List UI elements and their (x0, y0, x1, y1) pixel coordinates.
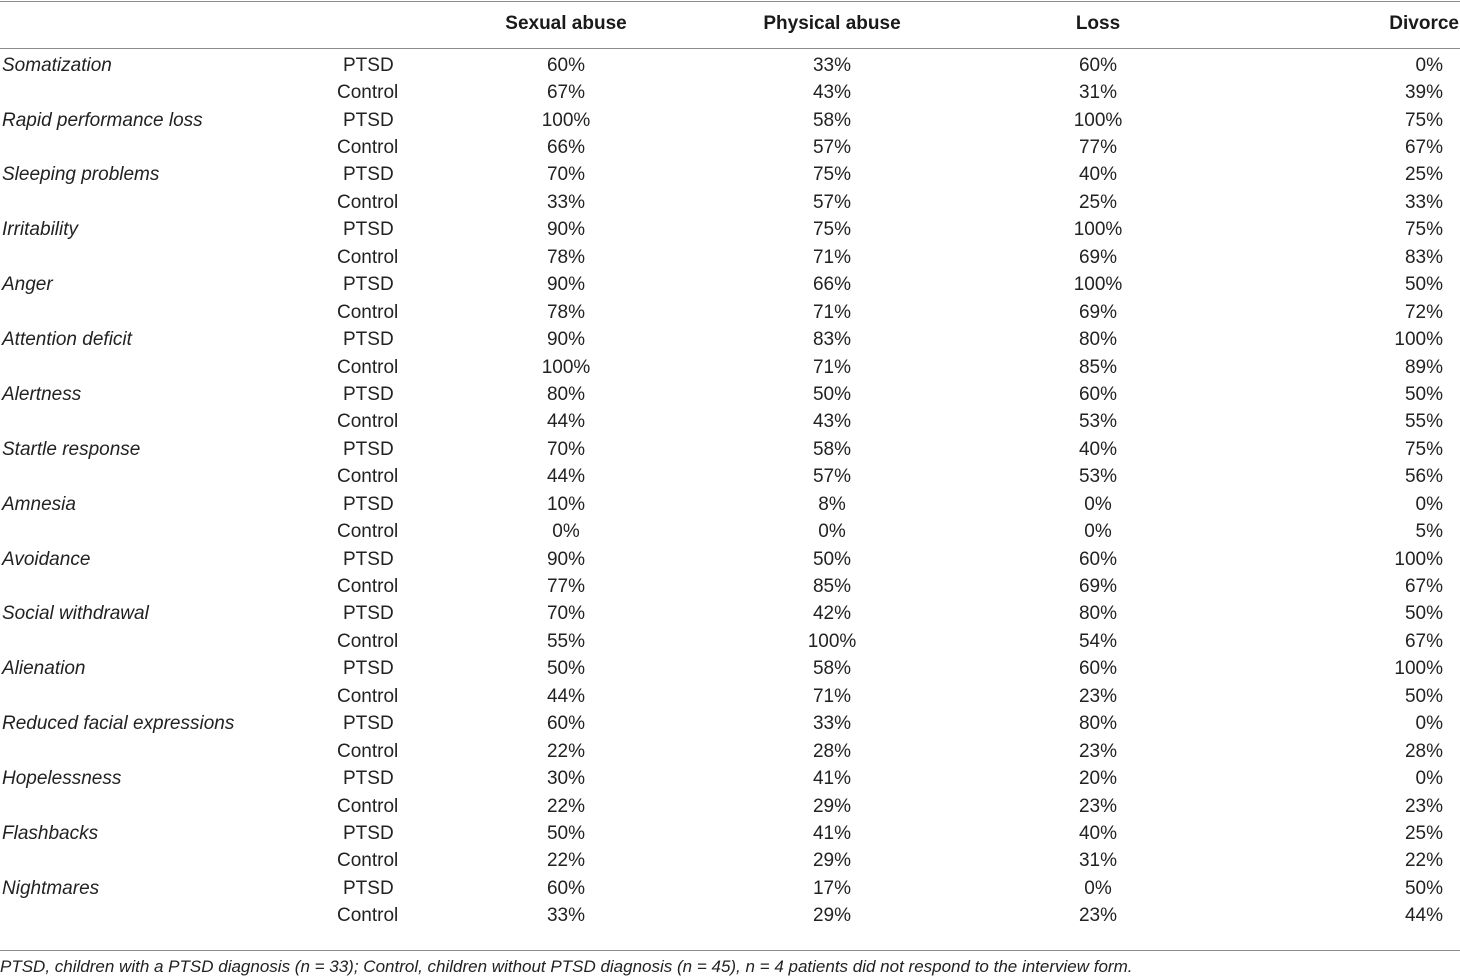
group-cell: Control (337, 82, 399, 104)
value-cell-physical-abuse: 50% (812, 383, 852, 405)
value-cell-divorce: 56% (1404, 466, 1443, 488)
symptom-cell (0, 79, 300, 106)
value-cell-loss: 40% (1078, 438, 1118, 460)
group-cell: PTSD (343, 877, 394, 899)
value-cell-physical-abuse: 100% (807, 630, 857, 652)
table-row (0, 162, 1460, 189)
symptom-cell: Rapid performance loss (2, 109, 203, 131)
value-cell-loss: 80% (1078, 603, 1118, 625)
value-cell-loss: 80% (1078, 713, 1118, 735)
value-cell-divorce: 39% (1404, 82, 1443, 104)
table-row (0, 711, 1460, 738)
symptom-cell (0, 464, 300, 491)
symptom-cell (0, 903, 300, 930)
value-cell-loss: 23% (1078, 740, 1118, 762)
table-bottom-rule (0, 950, 1460, 951)
value-cell-physical-abuse: 71% (812, 356, 852, 378)
value-cell-physical-abuse: 83% (812, 329, 852, 351)
value-cell-sexual-abuse: 50% (546, 658, 586, 680)
value-cell-loss: 69% (1078, 576, 1118, 598)
group-cell: PTSD (343, 768, 394, 790)
table-row (0, 217, 1460, 244)
group-cell: PTSD (343, 548, 394, 570)
value-cell-divorce: 0% (1415, 54, 1443, 76)
table-row (0, 381, 1460, 408)
table-row (0, 546, 1460, 573)
table-row (0, 601, 1460, 628)
table-row (0, 683, 1460, 710)
value-cell-divorce: 55% (1404, 411, 1443, 433)
table-row (0, 354, 1460, 381)
value-cell-physical-abuse: 17% (812, 877, 852, 899)
table-row (0, 656, 1460, 683)
table-row (0, 134, 1460, 161)
value-cell-divorce: 75% (1404, 109, 1443, 131)
value-cell-loss: 100% (1073, 219, 1123, 241)
table-footnote: PTSD, children with a PTSD diagnosis (n = 33); Control, children without PTSD diagnosis (n = 45), n = 4 patients did not respond to the interview form. (0, 957, 1133, 976)
table-row (0, 272, 1460, 299)
value-cell-sexual-abuse: 10% (546, 493, 586, 515)
value-cell-physical-abuse: 29% (812, 795, 852, 817)
value-cell-sexual-abuse: 55% (546, 630, 586, 652)
value-cell-loss: 60% (1078, 54, 1118, 76)
value-cell-loss: 25% (1078, 191, 1118, 213)
value-cell-sexual-abuse: 50% (546, 822, 586, 844)
value-cell-sexual-abuse: 22% (546, 850, 586, 872)
value-cell-sexual-abuse: 22% (546, 740, 586, 762)
table-row (0, 628, 1460, 655)
value-cell-loss: 54% (1078, 630, 1118, 652)
table-row (0, 573, 1460, 600)
value-cell-sexual-abuse: 70% (546, 603, 586, 625)
group-cell: Control (337, 191, 399, 213)
value-cell-physical-abuse: 75% (812, 219, 852, 241)
table-row (0, 299, 1460, 326)
header-symptom (0, 0, 300, 48)
value-cell-divorce: 50% (1404, 877, 1443, 899)
group-cell: PTSD (343, 109, 394, 131)
value-cell-physical-abuse: 33% (812, 713, 852, 735)
value-cell-divorce: 100% (1394, 548, 1443, 570)
symptom-cell (0, 738, 300, 765)
table-row (0, 491, 1460, 518)
table-body (0, 48, 1460, 930)
symptom-cell (0, 189, 300, 216)
value-cell-loss: 60% (1078, 383, 1118, 405)
value-cell-sexual-abuse: 22% (546, 795, 586, 817)
table-row (0, 738, 1460, 765)
symptom-cell: Alienation (2, 658, 86, 680)
value-cell-physical-abuse: 42% (812, 603, 852, 625)
table-row (0, 107, 1460, 134)
value-cell-physical-abuse: 43% (812, 82, 852, 104)
value-cell-loss: 100% (1073, 274, 1123, 296)
header-group (300, 0, 435, 48)
value-cell-loss: 23% (1078, 685, 1118, 707)
group-cell: Control (337, 246, 399, 268)
value-cell-loss: 77% (1078, 137, 1118, 159)
value-cell-divorce: 0% (1415, 768, 1443, 790)
value-cell-divorce: 50% (1404, 274, 1443, 296)
value-cell-divorce: 5% (1415, 521, 1443, 543)
value-cell-divorce: 50% (1404, 685, 1443, 707)
value-cell-sexual-abuse: 44% (546, 685, 586, 707)
value-cell-sexual-abuse: 78% (546, 246, 586, 268)
value-cell-physical-abuse: 33% (812, 54, 852, 76)
group-cell: PTSD (343, 164, 394, 186)
value-cell-loss: 80% (1078, 329, 1118, 351)
symptom-cell: Irritability (2, 219, 79, 241)
value-cell-sexual-abuse: 33% (546, 905, 586, 927)
value-cell-divorce: 44% (1404, 905, 1443, 927)
value-cell-loss: 53% (1078, 466, 1118, 488)
value-cell-sexual-abuse: 90% (546, 219, 586, 241)
group-cell: PTSD (343, 603, 394, 625)
symptom-cell: Flashbacks (2, 822, 99, 844)
value-cell-physical-abuse: 75% (812, 164, 852, 186)
group-cell: Control (337, 301, 399, 323)
group-cell: PTSD (343, 658, 394, 680)
table-row (0, 79, 1460, 106)
value-cell-physical-abuse: 71% (812, 301, 852, 323)
group-cell: Control (337, 905, 399, 927)
group-cell: PTSD (343, 713, 394, 735)
value-cell-sexual-abuse: 67% (546, 82, 586, 104)
value-cell-loss: 60% (1078, 658, 1118, 680)
value-cell-loss: 40% (1078, 822, 1118, 844)
value-cell-divorce: 67% (1404, 576, 1443, 598)
value-cell-divorce: 100% (1394, 658, 1443, 680)
group-cell: Control (337, 630, 399, 652)
symptom-cell (0, 299, 300, 326)
symptom-cell (0, 683, 300, 710)
symptom-cell (0, 409, 300, 436)
value-cell-sexual-abuse: 100% (541, 109, 591, 131)
value-cell-sexual-abuse: 66% (546, 137, 586, 159)
table-row (0, 903, 1460, 930)
value-cell-physical-abuse: 58% (812, 438, 852, 460)
symptom-cell (0, 848, 300, 875)
value-cell-physical-abuse: 85% (812, 576, 852, 598)
table-row (0, 518, 1460, 545)
value-cell-sexual-abuse: 33% (546, 191, 586, 213)
value-cell-sexual-abuse: 44% (546, 466, 586, 488)
value-cell-sexual-abuse: 90% (546, 329, 586, 351)
value-cell-divorce: 75% (1404, 219, 1443, 241)
symptom-cell: Reduced facial expressions (2, 713, 235, 735)
symptom-cell: Social withdrawal (2, 603, 149, 625)
value-cell-divorce: 75% (1404, 438, 1443, 460)
value-cell-sexual-abuse: 0% (552, 521, 580, 543)
value-cell-physical-abuse: 71% (812, 246, 852, 268)
table-row (0, 875, 1460, 902)
value-cell-divorce: 72% (1404, 301, 1443, 323)
group-cell: PTSD (343, 54, 394, 76)
value-cell-divorce: 25% (1404, 822, 1443, 844)
table-row (0, 848, 1460, 875)
value-cell-sexual-abuse: 60% (546, 877, 586, 899)
group-cell: PTSD (343, 383, 394, 405)
value-cell-physical-abuse: 41% (812, 768, 852, 790)
value-cell-sexual-abuse: 80% (546, 383, 586, 405)
value-cell-divorce: 0% (1415, 493, 1443, 515)
table-row (0, 820, 1460, 847)
symptom-cell: Startle response (2, 438, 141, 460)
value-cell-sexual-abuse: 70% (546, 164, 586, 186)
value-cell-physical-abuse: 28% (812, 740, 852, 762)
symptom-cell: Somatization (2, 54, 112, 76)
symptom-cell (0, 518, 300, 545)
header-loss: Loss (1075, 13, 1121, 34)
value-cell-divorce: 22% (1404, 850, 1443, 872)
value-cell-loss: 20% (1078, 768, 1118, 790)
symptom-cell (0, 354, 300, 381)
symptom-cell: Hopelessness (2, 768, 122, 790)
table-row (0, 409, 1460, 436)
symptom-cell: Nightmares (2, 877, 100, 899)
value-cell-physical-abuse: 66% (812, 274, 852, 296)
value-cell-divorce: 28% (1404, 740, 1443, 762)
value-cell-loss: 60% (1078, 548, 1118, 570)
table-row (0, 189, 1460, 216)
value-cell-sexual-abuse: 44% (546, 411, 586, 433)
value-cell-loss: 40% (1078, 164, 1118, 186)
group-cell: PTSD (343, 274, 394, 296)
value-cell-loss: 69% (1078, 246, 1118, 268)
group-cell: Control (337, 795, 399, 817)
value-cell-sexual-abuse: 100% (541, 356, 591, 378)
symptom-cell (0, 134, 300, 161)
value-cell-physical-abuse: 29% (812, 850, 852, 872)
symptom-cell: Sleeping problems (2, 164, 160, 186)
table-row (0, 765, 1460, 792)
value-cell-sexual-abuse: 77% (546, 576, 586, 598)
value-cell-sexual-abuse: 60% (546, 713, 586, 735)
value-cell-divorce: 23% (1404, 795, 1443, 817)
symptom-cell: Attention deficit (2, 329, 132, 351)
header-physical-abuse: Physical abuse (763, 13, 901, 34)
group-cell: PTSD (343, 219, 394, 241)
symptom-cell (0, 244, 300, 271)
value-cell-physical-abuse: 41% (812, 822, 852, 844)
group-cell: PTSD (343, 493, 394, 515)
symptom-cell: Avoidance (2, 548, 91, 570)
group-cell: Control (337, 850, 399, 872)
value-cell-sexual-abuse: 90% (546, 274, 586, 296)
table-header-row (0, 0, 1460, 48)
group-cell: Control (337, 740, 399, 762)
value-cell-loss: 0% (1084, 493, 1112, 515)
value-cell-sexual-abuse: 30% (546, 768, 586, 790)
group-cell: Control (337, 411, 399, 433)
value-cell-divorce: 33% (1404, 191, 1443, 213)
table-row (0, 244, 1460, 271)
symptom-cell (0, 628, 300, 655)
value-cell-physical-abuse: 43% (812, 411, 852, 433)
value-cell-physical-abuse: 0% (818, 521, 846, 543)
value-cell-loss: 69% (1078, 301, 1118, 323)
symptom-cell: Alertness (2, 383, 82, 405)
value-cell-loss: 0% (1084, 521, 1112, 543)
group-cell: Control (337, 685, 399, 707)
value-cell-loss: 23% (1078, 795, 1118, 817)
value-cell-loss: 31% (1078, 850, 1118, 872)
value-cell-divorce: 89% (1404, 356, 1443, 378)
group-cell: Control (337, 466, 399, 488)
value-cell-loss: 31% (1078, 82, 1118, 104)
table-row (0, 464, 1460, 491)
group-cell: PTSD (343, 438, 394, 460)
value-cell-divorce: 100% (1394, 329, 1443, 351)
value-cell-loss: 53% (1078, 411, 1118, 433)
value-cell-physical-abuse: 58% (812, 658, 852, 680)
value-cell-physical-abuse: 58% (812, 109, 852, 131)
group-cell: Control (337, 137, 399, 159)
value-cell-divorce: 83% (1404, 246, 1443, 268)
group-cell: PTSD (343, 822, 394, 844)
value-cell-divorce: 25% (1404, 164, 1443, 186)
value-cell-physical-abuse: 71% (812, 685, 852, 707)
value-cell-divorce: 67% (1404, 630, 1443, 652)
header-divorce: Divorce (1389, 13, 1459, 34)
value-cell-physical-abuse: 57% (812, 191, 852, 213)
value-cell-sexual-abuse: 60% (546, 54, 586, 76)
table-row (0, 326, 1460, 353)
value-cell-divorce: 67% (1404, 137, 1443, 159)
value-cell-sexual-abuse: 78% (546, 301, 586, 323)
header-sexual-abuse: Sexual abuse (505, 13, 627, 34)
value-cell-sexual-abuse: 70% (546, 438, 586, 460)
symptom-cell (0, 573, 300, 600)
value-cell-physical-abuse: 8% (818, 493, 846, 515)
symptom-cell: Anger (2, 274, 53, 296)
table-row (0, 48, 1460, 79)
value-cell-loss: 85% (1078, 356, 1118, 378)
table-row (0, 793, 1460, 820)
value-cell-divorce: 50% (1404, 383, 1443, 405)
symptom-cell (0, 793, 300, 820)
group-cell: PTSD (343, 329, 394, 351)
value-cell-physical-abuse: 50% (812, 548, 852, 570)
value-cell-loss: 0% (1084, 877, 1112, 899)
value-cell-divorce: 50% (1404, 603, 1443, 625)
value-cell-physical-abuse: 57% (812, 137, 852, 159)
value-cell-physical-abuse: 29% (812, 905, 852, 927)
value-cell-physical-abuse: 57% (812, 466, 852, 488)
value-cell-loss: 23% (1078, 905, 1118, 927)
group-cell: Control (337, 521, 399, 543)
group-cell: Control (337, 576, 399, 598)
table-row (0, 436, 1460, 463)
value-cell-sexual-abuse: 90% (546, 548, 586, 570)
value-cell-loss: 100% (1073, 109, 1123, 131)
value-cell-divorce: 0% (1415, 713, 1443, 735)
symptom-cell: Amnesia (2, 493, 76, 515)
group-cell: Control (337, 356, 399, 378)
